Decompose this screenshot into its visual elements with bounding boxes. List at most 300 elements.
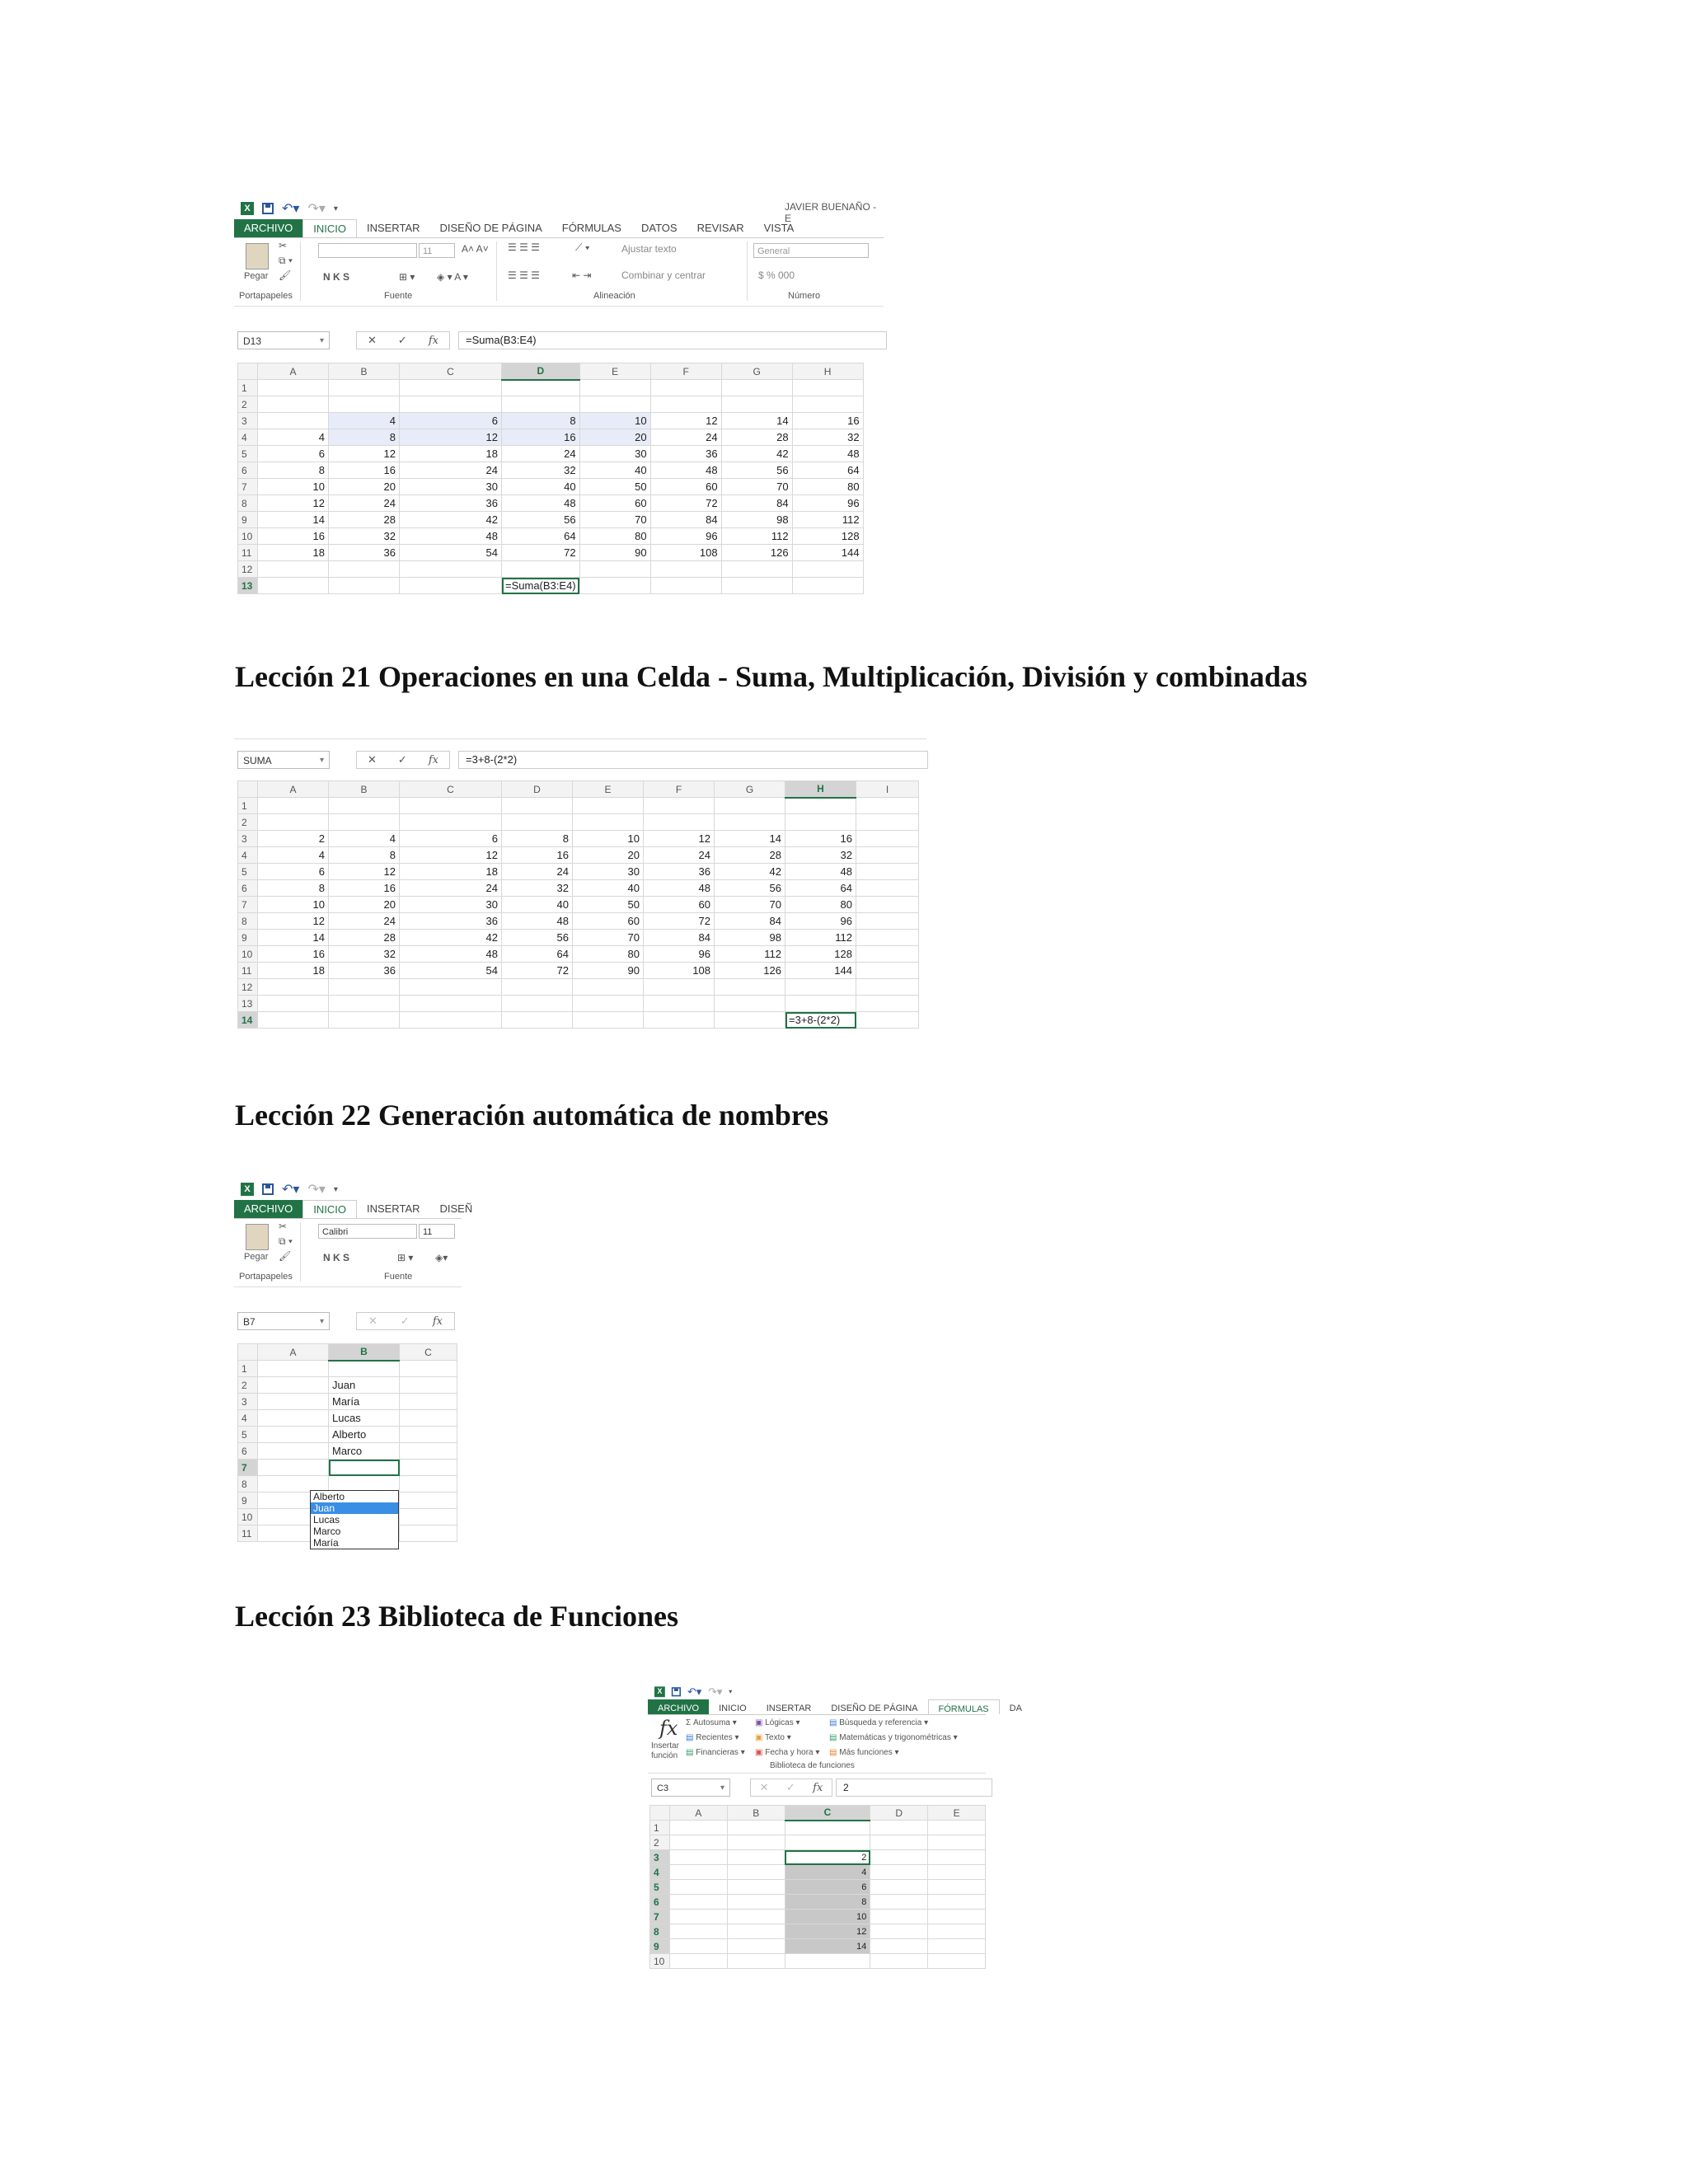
cell[interactable]: 70 xyxy=(573,930,644,946)
cell[interactable]: 54 xyxy=(400,963,502,979)
cell[interactable]: 12 xyxy=(785,1924,870,1939)
undo-icon[interactable]: ↶▾ xyxy=(282,1183,300,1197)
column-header[interactable]: C xyxy=(400,363,502,380)
cell[interactable]: 72 xyxy=(650,495,721,512)
cell[interactable] xyxy=(579,561,650,578)
cell[interactable]: 16 xyxy=(502,847,573,864)
cell[interactable] xyxy=(400,1476,457,1493)
cell[interactable]: 84 xyxy=(644,930,715,946)
tab-0[interactable]: ARCHIVO xyxy=(234,219,302,237)
cell[interactable] xyxy=(502,561,580,578)
cell[interactable] xyxy=(856,864,919,880)
cell[interactable] xyxy=(669,1895,727,1910)
cell[interactable] xyxy=(258,1460,329,1476)
cell[interactable] xyxy=(400,979,502,996)
formula-input[interactable]: 2 xyxy=(836,1779,992,1797)
cell[interactable]: 24 xyxy=(400,462,502,479)
undo-icon[interactable]: ↶▾ xyxy=(282,202,300,216)
cell[interactable] xyxy=(579,578,650,594)
column-header[interactable]: D xyxy=(502,363,580,380)
cell[interactable]: 126 xyxy=(721,545,792,561)
cell[interactable] xyxy=(329,1361,400,1377)
cell[interactable]: 70 xyxy=(721,479,792,495)
tab-5[interactable]: DATOS xyxy=(640,222,678,234)
cell[interactable]: 70 xyxy=(715,897,785,913)
borders-icon[interactable]: ⊞ ▾ xyxy=(397,1252,414,1263)
cell[interactable] xyxy=(928,1821,986,1835)
cell[interactable]: 30 xyxy=(400,479,502,495)
cell[interactable] xyxy=(715,979,785,996)
cell[interactable] xyxy=(400,380,502,396)
cell[interactable]: 14 xyxy=(715,831,785,847)
cell[interactable] xyxy=(573,996,644,1012)
cell[interactable] xyxy=(715,798,785,814)
save-icon[interactable] xyxy=(262,1183,274,1195)
cell[interactable] xyxy=(258,578,329,594)
cell[interactable] xyxy=(928,1865,986,1880)
cell[interactable] xyxy=(669,1954,727,1969)
autocomplete-option[interactable]: María xyxy=(313,1537,339,1549)
cell[interactable]: 64 xyxy=(502,528,580,545)
cell[interactable] xyxy=(928,1835,986,1850)
cell[interactable] xyxy=(502,798,573,814)
insert-function-button[interactable]: Insertar función xyxy=(651,1741,679,1760)
cell[interactable] xyxy=(727,1954,785,1969)
cell[interactable] xyxy=(785,1821,870,1835)
enter-icon[interactable]: ✓ xyxy=(397,334,407,346)
cell[interactable] xyxy=(579,396,650,413)
cell[interactable]: 36 xyxy=(400,913,502,930)
tab-1[interactable]: INICIO xyxy=(302,219,357,237)
cell[interactable] xyxy=(258,1377,329,1394)
cell[interactable] xyxy=(400,1526,457,1542)
column-header[interactable]: F xyxy=(644,781,715,798)
cell[interactable] xyxy=(329,396,400,413)
borders-icon[interactable]: ⊞ ▾ xyxy=(399,271,415,283)
cell[interactable] xyxy=(785,814,856,831)
cell[interactable]: 32 xyxy=(329,946,400,963)
cell[interactable]: 30 xyxy=(573,864,644,880)
row-header[interactable]: 8 xyxy=(650,1924,670,1939)
select-all-corner[interactable] xyxy=(238,1344,258,1361)
insert-function-icon[interactable]: fx xyxy=(428,753,438,766)
row-header[interactable]: 2 xyxy=(238,396,258,413)
number-format-box[interactable]: General xyxy=(753,243,869,258)
save-icon[interactable] xyxy=(262,203,274,214)
cell[interactable]: 56 xyxy=(721,462,792,479)
library-item[interactable] xyxy=(686,1733,739,1742)
cell[interactable]: 126 xyxy=(715,963,785,979)
cell[interactable]: 96 xyxy=(644,946,715,963)
cell[interactable]: 24 xyxy=(329,913,400,930)
cell[interactable] xyxy=(502,396,580,413)
cell[interactable] xyxy=(669,1865,727,1880)
column-header[interactable]: C xyxy=(400,1344,457,1361)
cancel-icon[interactable]: ✕ xyxy=(368,753,377,766)
name-box[interactable]: B7 ▾ xyxy=(237,1312,330,1330)
cell[interactable]: 64 xyxy=(785,880,856,897)
insert-function-icon[interactable]: fx xyxy=(813,1781,823,1794)
cell[interactable]: 6 xyxy=(785,1880,870,1895)
cell[interactable] xyxy=(792,561,863,578)
cell[interactable] xyxy=(792,380,863,396)
cell[interactable]: 96 xyxy=(792,495,863,512)
row-header[interactable]: 7 xyxy=(238,1460,258,1476)
cell[interactable]: María xyxy=(329,1394,400,1410)
indent-icons[interactable]: ⇤ ⇥ xyxy=(572,269,592,281)
cell[interactable]: 12 xyxy=(650,413,721,429)
column-header[interactable]: D xyxy=(502,781,573,798)
cell[interactable]: 112 xyxy=(715,946,785,963)
cell[interactable] xyxy=(727,1880,785,1895)
cell[interactable]: 32 xyxy=(792,429,863,446)
column-header[interactable]: A xyxy=(258,1344,329,1361)
cell[interactable]: 16 xyxy=(502,429,580,446)
row-header[interactable]: 11 xyxy=(238,545,258,561)
row-header[interactable]: 3 xyxy=(238,1394,258,1410)
cell[interactable]: 36 xyxy=(329,545,400,561)
cell[interactable] xyxy=(856,831,919,847)
row-header[interactable]: 9 xyxy=(238,1493,258,1509)
redo-icon[interactable]: ↷▾ xyxy=(307,202,326,216)
cell[interactable] xyxy=(400,396,502,413)
tab-0[interactable]: ARCHIVO xyxy=(648,1699,709,1714)
row-header[interactable]: 7 xyxy=(238,479,258,495)
cell[interactable]: 10 xyxy=(579,413,650,429)
cell[interactable] xyxy=(400,1394,457,1410)
insert-function-icon[interactable]: fx xyxy=(659,1717,678,1740)
cell[interactable]: 112 xyxy=(792,512,863,528)
cell[interactable]: 8 xyxy=(502,413,580,429)
cell[interactable]: 48 xyxy=(400,946,502,963)
cell[interactable]: Alberto xyxy=(329,1427,400,1443)
copy-icon[interactable]: ⧉ ▾ xyxy=(279,255,293,266)
row-header[interactable]: 4 xyxy=(238,1410,258,1427)
cell[interactable]: =3+8-(2*2) xyxy=(785,1012,856,1029)
align-left-icons[interactable]: ☰ ☰ ☰ xyxy=(508,269,540,281)
cell[interactable]: 18 xyxy=(400,446,502,462)
cell[interactable]: 4 xyxy=(329,831,400,847)
column-header[interactable]: E xyxy=(573,781,644,798)
cell[interactable]: 112 xyxy=(785,930,856,946)
cell[interactable]: Marco xyxy=(329,1443,400,1460)
cell[interactable]: 8 xyxy=(502,831,573,847)
cell[interactable]: 36 xyxy=(400,495,502,512)
paste-button[interactable]: Pegar xyxy=(244,1252,269,1262)
tab-3[interactable]: DISEÑ xyxy=(439,1202,473,1215)
font-name-box[interactable] xyxy=(318,243,417,258)
autocomplete-list[interactable] xyxy=(310,1490,399,1549)
cell[interactable] xyxy=(400,814,502,831)
cell[interactable]: 84 xyxy=(721,495,792,512)
cell[interactable]: 40 xyxy=(579,462,650,479)
cell[interactable]: 96 xyxy=(650,528,721,545)
cell[interactable] xyxy=(856,897,919,913)
cell[interactable] xyxy=(870,1865,928,1880)
cell[interactable]: 8 xyxy=(329,847,400,864)
paste-icon[interactable] xyxy=(246,243,269,269)
cell[interactable]: 32 xyxy=(502,462,580,479)
cell[interactable]: 14 xyxy=(258,930,329,946)
cell[interactable]: 24 xyxy=(502,446,580,462)
enter-icon[interactable]: ✓ xyxy=(400,1315,410,1327)
tab-3[interactable]: DISEÑO DE PÁGINA xyxy=(831,1704,918,1713)
row-header[interactable]: 13 xyxy=(238,996,258,1012)
cell[interactable]: 12 xyxy=(329,446,400,462)
cell[interactable]: 48 xyxy=(785,864,856,880)
cell[interactable] xyxy=(329,798,400,814)
cell[interactable]: 28 xyxy=(715,847,785,864)
cell[interactable] xyxy=(573,979,644,996)
cell[interactable] xyxy=(715,814,785,831)
cell[interactable]: 28 xyxy=(721,429,792,446)
cell[interactable] xyxy=(856,880,919,897)
cell[interactable]: 8 xyxy=(785,1895,870,1910)
row-header[interactable]: 12 xyxy=(238,979,258,996)
cell[interactable] xyxy=(258,996,329,1012)
cell[interactable] xyxy=(856,847,919,864)
cell[interactable]: 18 xyxy=(258,545,329,561)
cell[interactable]: 20 xyxy=(573,847,644,864)
row-header[interactable]: 1 xyxy=(238,1361,258,1377)
cell[interactable]: 10 xyxy=(258,479,329,495)
column-header[interactable]: A xyxy=(258,781,329,798)
cell[interactable]: 56 xyxy=(715,880,785,897)
cell[interactable] xyxy=(727,1910,785,1924)
cell[interactable]: 14 xyxy=(721,413,792,429)
cell[interactable]: 32 xyxy=(329,528,400,545)
cell[interactable]: 48 xyxy=(792,446,863,462)
cell[interactable]: 42 xyxy=(400,930,502,946)
cell[interactable] xyxy=(928,1850,986,1865)
insert-function-icon[interactable]: fx xyxy=(428,334,438,347)
cell[interactable]: 10 xyxy=(785,1910,870,1924)
row-header[interactable]: 9 xyxy=(238,512,258,528)
cell[interactable]: 54 xyxy=(400,545,502,561)
cell[interactable] xyxy=(644,814,715,831)
customize-qat-icon[interactable]: ▾ xyxy=(729,1688,733,1696)
cell[interactable] xyxy=(727,1895,785,1910)
cell[interactable]: 10 xyxy=(258,897,329,913)
cancel-icon[interactable]: ✕ xyxy=(368,334,377,346)
cell[interactable] xyxy=(400,1443,457,1460)
cell[interactable]: 80 xyxy=(579,528,650,545)
cell[interactable] xyxy=(502,996,573,1012)
cell[interactable]: 50 xyxy=(579,479,650,495)
cell[interactable] xyxy=(785,979,856,996)
cell[interactable] xyxy=(870,1821,928,1835)
cell[interactable]: 64 xyxy=(502,946,573,963)
row-header[interactable]: 8 xyxy=(238,495,258,512)
column-header[interactable]: A xyxy=(669,1806,727,1821)
cell[interactable]: 16 xyxy=(785,831,856,847)
cell[interactable] xyxy=(856,814,919,831)
cell[interactable] xyxy=(785,798,856,814)
row-header[interactable]: 2 xyxy=(238,814,258,831)
cell[interactable] xyxy=(644,996,715,1012)
cell[interactable] xyxy=(669,1924,727,1939)
align-top-icons[interactable]: ☰ ☰ ☰ xyxy=(508,241,540,253)
cell[interactable] xyxy=(400,561,502,578)
cell[interactable]: 20 xyxy=(579,429,650,446)
cell[interactable] xyxy=(400,1361,457,1377)
enter-icon[interactable]: ✓ xyxy=(785,1781,795,1793)
cell[interactable]: 14 xyxy=(785,1939,870,1954)
column-header[interactable]: B xyxy=(329,1344,400,1361)
cell[interactable] xyxy=(727,1924,785,1939)
cell[interactable]: 96 xyxy=(785,913,856,930)
cell[interactable] xyxy=(870,1954,928,1969)
orientation-icon[interactable]: ⟋ ▾ xyxy=(575,241,590,253)
cell[interactable]: 48 xyxy=(502,495,580,512)
cell[interactable]: 56 xyxy=(502,930,573,946)
cell[interactable]: 24 xyxy=(650,429,721,446)
fill-color-icon[interactable]: ◈▾ xyxy=(435,1252,448,1263)
cell[interactable] xyxy=(329,1460,400,1476)
cell[interactable] xyxy=(579,380,650,396)
cell[interactable] xyxy=(573,1012,644,1029)
cell[interactable]: 20 xyxy=(329,479,400,495)
cell[interactable] xyxy=(669,1835,727,1850)
row-header[interactable]: 6 xyxy=(238,1443,258,1460)
cell[interactable] xyxy=(573,814,644,831)
column-header[interactable]: F xyxy=(650,363,721,380)
row-header[interactable]: 10 xyxy=(238,1509,258,1526)
cell[interactable]: 48 xyxy=(502,913,573,930)
cell[interactable] xyxy=(258,979,329,996)
redo-icon[interactable]: ↷▾ xyxy=(307,1183,326,1197)
cell[interactable]: 8 xyxy=(258,880,329,897)
cell[interactable]: Lucas xyxy=(329,1410,400,1427)
cell[interactable] xyxy=(329,979,400,996)
bold-italic-underline[interactable]: N K S xyxy=(323,1252,350,1263)
row-header[interactable]: 2 xyxy=(238,1377,258,1394)
cell[interactable] xyxy=(870,1910,928,1924)
formula-input[interactable]: =3+8-(2*2) xyxy=(458,751,928,769)
tab-6[interactable]: REVISAR xyxy=(696,222,744,234)
cell[interactable]: 84 xyxy=(715,913,785,930)
cell[interactable]: 30 xyxy=(400,897,502,913)
cell[interactable] xyxy=(258,561,329,578)
cell[interactable]: 18 xyxy=(258,963,329,979)
cell[interactable] xyxy=(400,1377,457,1394)
row-header[interactable]: 6 xyxy=(650,1895,670,1910)
cell[interactable]: 72 xyxy=(644,913,715,930)
fill-color-icon[interactable]: ◈ ▾ A ▾ xyxy=(437,271,468,283)
cell[interactable] xyxy=(928,1895,986,1910)
cell[interactable] xyxy=(856,963,919,979)
cell[interactable] xyxy=(258,1427,329,1443)
cell[interactable]: 32 xyxy=(785,847,856,864)
cell[interactable] xyxy=(721,380,792,396)
cell[interactable]: 8 xyxy=(258,462,329,479)
cell[interactable] xyxy=(928,1939,986,1954)
number-format-buttons[interactable]: $ % 000 xyxy=(758,269,795,281)
cell[interactable] xyxy=(928,1880,986,1895)
cell[interactable]: 40 xyxy=(573,880,644,897)
save-icon[interactable] xyxy=(672,1687,681,1696)
column-header[interactable]: E xyxy=(928,1806,986,1821)
column-header[interactable]: D xyxy=(870,1806,928,1821)
cell[interactable]: 12 xyxy=(400,847,502,864)
cell[interactable]: 90 xyxy=(573,963,644,979)
row-header[interactable]: 10 xyxy=(650,1954,670,1969)
tab-1[interactable]: INICIO xyxy=(719,1704,747,1713)
cell[interactable] xyxy=(669,1850,727,1865)
row-header[interactable]: 4 xyxy=(650,1865,670,1880)
cell[interactable]: 128 xyxy=(792,528,863,545)
cell[interactable] xyxy=(870,1850,928,1865)
cell[interactable] xyxy=(644,1012,715,1029)
cell[interactable]: 24 xyxy=(400,880,502,897)
column-header[interactable]: B xyxy=(727,1806,785,1821)
cell[interactable] xyxy=(400,1427,457,1443)
row-header[interactable]: 3 xyxy=(650,1850,670,1865)
cell[interactable]: 90 xyxy=(579,545,650,561)
cell[interactable] xyxy=(650,578,721,594)
cell[interactable]: 32 xyxy=(502,880,573,897)
cell[interactable] xyxy=(727,1821,785,1835)
cell[interactable] xyxy=(856,930,919,946)
row-header[interactable]: 10 xyxy=(238,528,258,545)
cell[interactable]: 12 xyxy=(329,864,400,880)
cell[interactable] xyxy=(329,814,400,831)
row-header[interactable]: 4 xyxy=(238,847,258,864)
column-header[interactable]: I xyxy=(856,781,919,798)
name-box[interactable]: C3 ▾ xyxy=(651,1779,730,1797)
cell[interactable]: 84 xyxy=(650,512,721,528)
row-header[interactable]: 5 xyxy=(238,1427,258,1443)
cell[interactable]: 28 xyxy=(329,512,400,528)
cell[interactable]: 18 xyxy=(400,864,502,880)
tab-1[interactable]: INICIO xyxy=(302,1200,357,1218)
cell[interactable]: 2 xyxy=(785,1850,870,1865)
column-header[interactable]: B xyxy=(329,781,400,798)
row-header[interactable]: 5 xyxy=(238,446,258,462)
cell[interactable] xyxy=(727,1939,785,1954)
library-item[interactable] xyxy=(829,1748,899,1757)
row-header[interactable]: 2 xyxy=(650,1835,670,1850)
cell[interactable]: Juan xyxy=(329,1377,400,1394)
cell[interactable] xyxy=(856,996,919,1012)
cell[interactable] xyxy=(258,1361,329,1377)
tab-2[interactable]: INSERTAR xyxy=(366,222,420,234)
cell[interactable] xyxy=(644,979,715,996)
cell[interactable]: 48 xyxy=(644,880,715,897)
cell[interactable] xyxy=(870,1880,928,1895)
row-header[interactable]: 5 xyxy=(650,1880,670,1895)
row-header[interactable]: 6 xyxy=(238,880,258,897)
cell[interactable]: 60 xyxy=(644,897,715,913)
cell[interactable]: 128 xyxy=(785,946,856,963)
cell[interactable]: 60 xyxy=(650,479,721,495)
cell[interactable] xyxy=(870,1835,928,1850)
row-header[interactable]: 9 xyxy=(650,1939,670,1954)
cell[interactable]: 6 xyxy=(400,831,502,847)
font-size-box[interactable]: 11 xyxy=(419,1224,455,1239)
cell[interactable]: 6 xyxy=(258,864,329,880)
select-all-corner[interactable] xyxy=(238,363,258,380)
cut-icon[interactable]: ✂ xyxy=(279,240,288,251)
cell[interactable]: 8 xyxy=(329,429,400,446)
cell[interactable]: 40 xyxy=(502,479,580,495)
autocomplete-option[interactable]: Alberto xyxy=(313,1491,345,1502)
cell[interactable]: 72 xyxy=(502,963,573,979)
library-item[interactable] xyxy=(755,1733,791,1742)
cell[interactable] xyxy=(785,996,856,1012)
cell[interactable]: 56 xyxy=(502,512,580,528)
cell[interactable] xyxy=(400,578,502,594)
